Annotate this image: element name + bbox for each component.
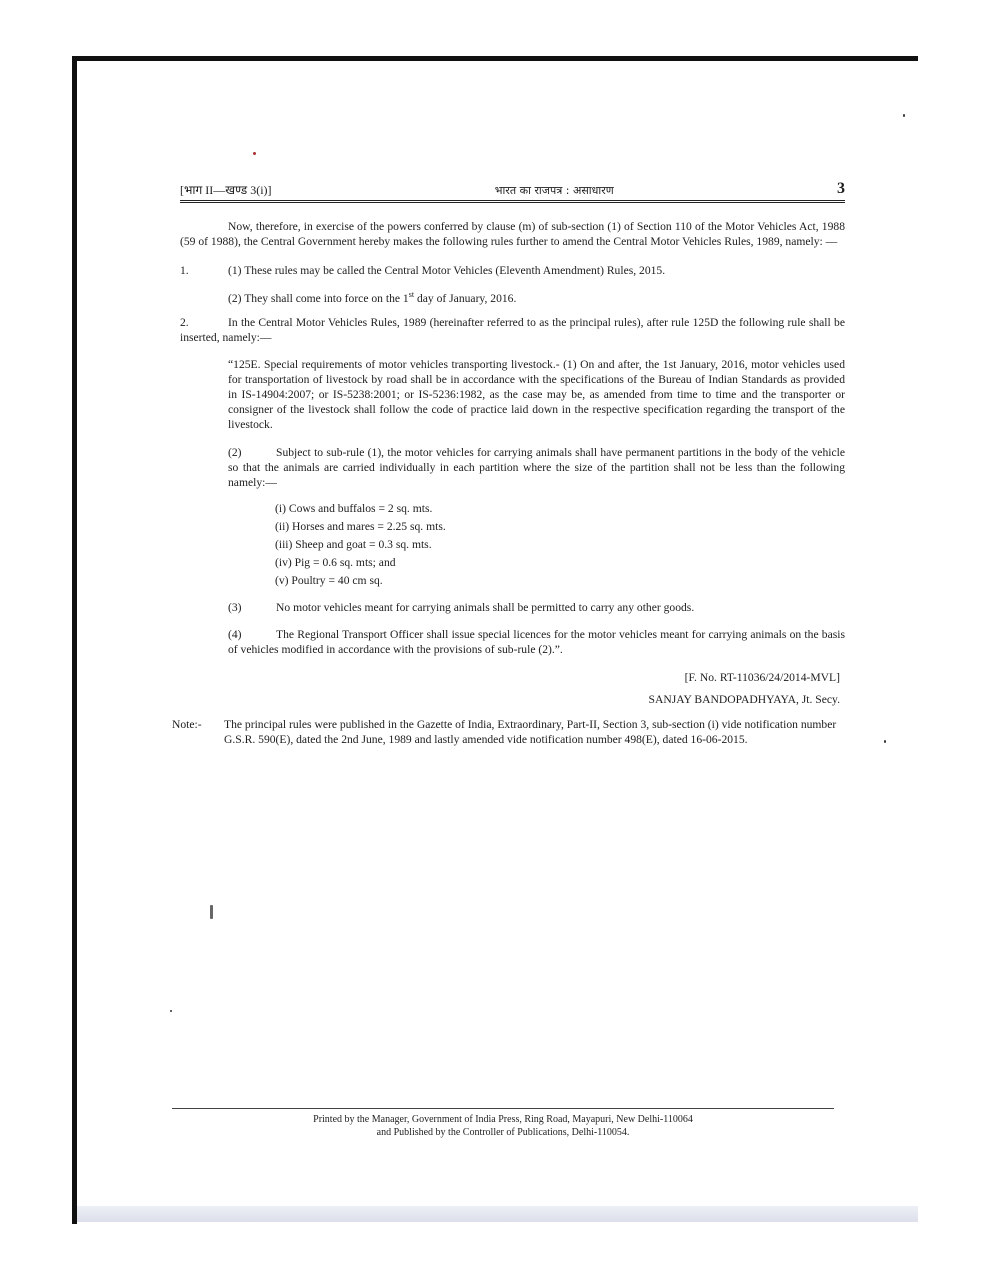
item-text: In the Central Motor Vehicles Rules, 1989 (hereinafter referred to as the principal rules), after rule 125D the following rule shall be inserted, namely:— (180, 315, 845, 344)
footnote (172, 717, 845, 747)
sub-rule-text: No motor vehicles meant for carrying animals shall be permitted to carry any other goods. (276, 600, 695, 614)
sub-rule-text: The Regional Transport Officer shall issue special licences for the motor vehicles meant for carrying animals on the basis of vehicles modified in accordance with the provisions of sub-rule (2).”. (228, 627, 845, 656)
printer-imprint (172, 1108, 834, 1139)
rule-item-2 (180, 315, 845, 345)
item-number: 2. (180, 315, 189, 329)
note-label: Note:- (172, 717, 202, 731)
list-item: (v) Poultry = 40 cm sq. (275, 573, 383, 587)
sub-rule-number: (3) (228, 600, 242, 614)
scan-speck (210, 905, 213, 919)
sub-rule-number: (2) (228, 445, 242, 459)
signature-block (180, 669, 840, 709)
rule-item-1 (180, 263, 845, 278)
partition-size-list (275, 500, 845, 590)
commencement-text-start: (2) They shall come into force on the 1 (228, 291, 409, 305)
item-number: 1. (180, 264, 189, 277)
list-item: (i) Cows and buffalos = 2 sq. mts. (275, 501, 433, 515)
signatory-name: SANJAY BANDOPADHYAYA, Jt. Secy. (648, 692, 840, 706)
scan-border-top (72, 56, 918, 61)
rule-125e-paragraph: “125E. Special requirements of motor vehicles transporting livestock.- (1) On and after, the 1st January, 2016, motor vehicles used for transportation of livestock by road shall be in accordance with the specifications of the Bureau of Indian Standards as provided in IS-14904:2007; or IS-5238:2001; or IS-5236:1982, as the case may be, as amended from time to time and the transporter or consigner of the livestock shall follow the code of practice laid down in the respective specification regarding the transport of the livestock. (228, 357, 845, 431)
scan-border-left (72, 56, 77, 1224)
scan-bottom-shade (77, 1206, 918, 1222)
sub-rule-2 (228, 445, 845, 490)
scan-speck (170, 1010, 172, 1012)
gazette-page (172, 180, 845, 747)
scan-speck (903, 114, 905, 117)
scan-speck (253, 152, 256, 155)
sub-rule-3 (228, 600, 845, 615)
list-item: (ii) Horses and mares = 2.25 sq. mts. (275, 519, 446, 533)
item-text: (1) These rules may be called the Central Motor Vehicles (Eleventh Amendment) Rules, 2015. (228, 264, 666, 277)
commencement-clause (228, 287, 845, 306)
sub-rule-number: (4) (228, 627, 242, 641)
header-part-section: [भाग II—खण्ड 3(i)] (180, 183, 272, 197)
list-item: (iii) Sheep and goat = 0.3 sq. mts. (275, 537, 432, 551)
page-number: 3 (836, 180, 845, 197)
sub-rule-4 (228, 627, 845, 657)
ordinal-suffix: st (408, 290, 415, 299)
file-number: [F. No. RT-11036/24/2014-MVL] (684, 670, 840, 684)
scan-speck (884, 740, 886, 743)
preamble-paragraph: Now, therefore, in exercise of the powers conferred by clause (m) of sub-section (1) of Section 110 of the Motor Vehicles Act, 1988 (59 of 1988), the Central Government hereby makes the following rules further to amend the Central Motor Vehicles Rules, 1989, namely: — (180, 220, 845, 248)
note-text: The principal rules were published in the Gazette of India, Extraordinary, Part-II, Section 3, sub-section (i) vide notification number G.S.R. 590(E), dated the 2nd June, 1989 and lastly amended vide notification number 498(E), dated 16-06-2015. (224, 717, 837, 746)
header-gazette-title: भारत का राजपत्र : असाधारण (494, 184, 614, 197)
commencement-text-end: day of January, 2016. (414, 291, 517, 305)
list-item: (iv) Pig = 0.6 sq. mts; and (275, 555, 396, 569)
page-header (180, 180, 845, 203)
imprint-line: and Published by the Controller of Publications, Delhi-110054. (376, 1127, 630, 1138)
sub-rule-text: Subject to sub-rule (1), the motor vehicles for carrying animals shall have permanent partitions in the body of the vehicle so that the animals are carried individually in each partition where the size of the partition shall not be less than the following namely:— (228, 445, 845, 489)
imprint-line: Printed by the Manager, Government of India Press, Ring Road, Mayapuri, New Delhi-110064 (313, 1114, 693, 1125)
